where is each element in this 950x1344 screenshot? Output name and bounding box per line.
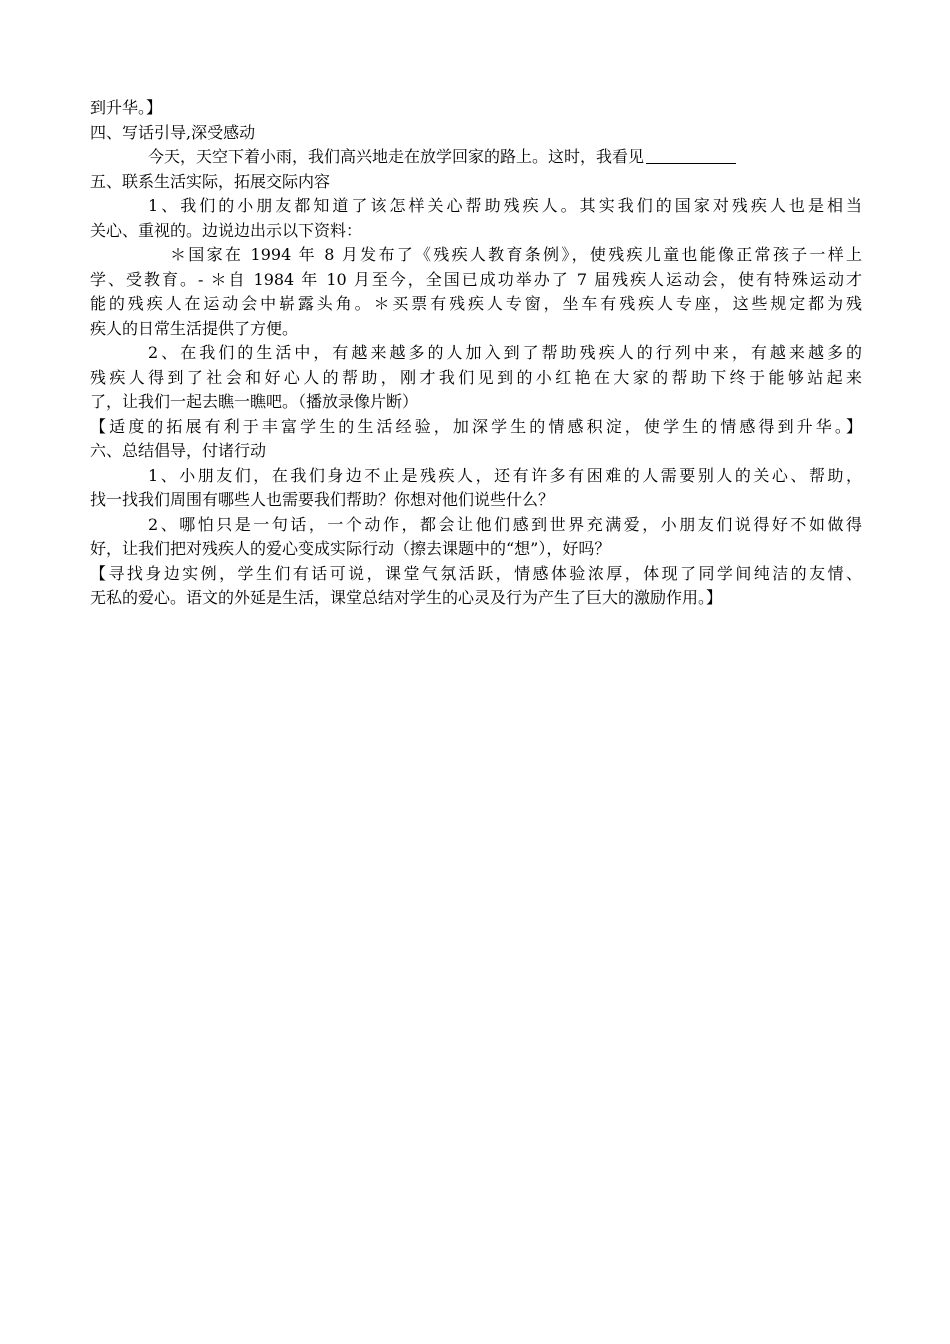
text-line: 找一找我们周围有哪些人也需要我们帮助？你想对他们说些什么？ [90,490,555,509]
document-body [90,96,862,611]
commentary-note: 【适度的拓展有利于丰富学生的生活经验，加深学生的情感积淀，使学生的情感得到升华。】 [90,416,862,436]
text-line: 能的残疾人在运动会中崭露头角。＊买票有残疾人专窗，坐车有残疾人专座，这些规定都为残 [90,294,862,313]
text-line: 1、我们的小朋友都知道了该怎样关心帮助残疾人。其实我们的国家对残疾人也是相当 [148,196,862,215]
text-line: 残疾人得到了社会和好心人的帮助，刚才我们见到的小红艳在大家的帮助下终于能够站起来 [90,367,862,387]
fill-in-blank [646,147,736,164]
text-line: 了，让我们一起去瞧一瞧吧。（播放录像片断） [90,392,419,411]
text-line: 到升华。】 [90,98,163,117]
text-line: ＊国家在 1994 年 8 月发布了《残疾人教育条例》，使残疾儿童也能像正常孩子一样上 [170,245,862,264]
commentary-note: 无私的爱心。语文的外延是生活，课堂总结对学生的心灵及行为产生了巨大的激励作用。】 [90,588,723,607]
text-line: 2、在我们的生活中，有越来越多的人加入到了帮助残疾人的行列中来，有越来越多的 [148,343,862,362]
section-heading: 五、联系生活实际，拓展交际内容 [90,171,331,191]
section-heading: 六、总结倡导，付诸行动 [90,441,267,460]
text-line [90,145,862,170]
writing-prompt: 今天，天空下着小雨，我们高兴地走在放学回家的路上。这时，我看见 [148,147,645,166]
text-line: 学、受教育。- ＊自 1984 年 10 月至今，全国已成功举办了 7 届残疾人运动会，使有特殊运动才 [90,269,862,289]
text-line: 2、哪怕只是一句话，一个动作，都会让他们感到世界充满爱，小朋友们说得好不如做得 [148,514,862,534]
text-line: 好，让我们把对残疾人的爱心变成实际行动（擦去课题中的“想”），好吗？ [90,539,611,558]
section-heading: 四、写话引导,深受感动 [90,122,256,142]
commentary-note: 【寻找身边实例，学生们有话可说，课堂气氛活跃，情感体验浓厚，体现了同学间纯洁的友情、 [90,563,862,583]
text-line: 关心、重视的。边说边出示以下资料： [90,220,363,240]
text-line: 疾人的日常生活提供了方便。 [90,318,299,338]
text-line: 1、小朋友们，在我们身边不止是残疾人，还有许多有困难的人需要别人的关心、帮助， [148,465,862,485]
